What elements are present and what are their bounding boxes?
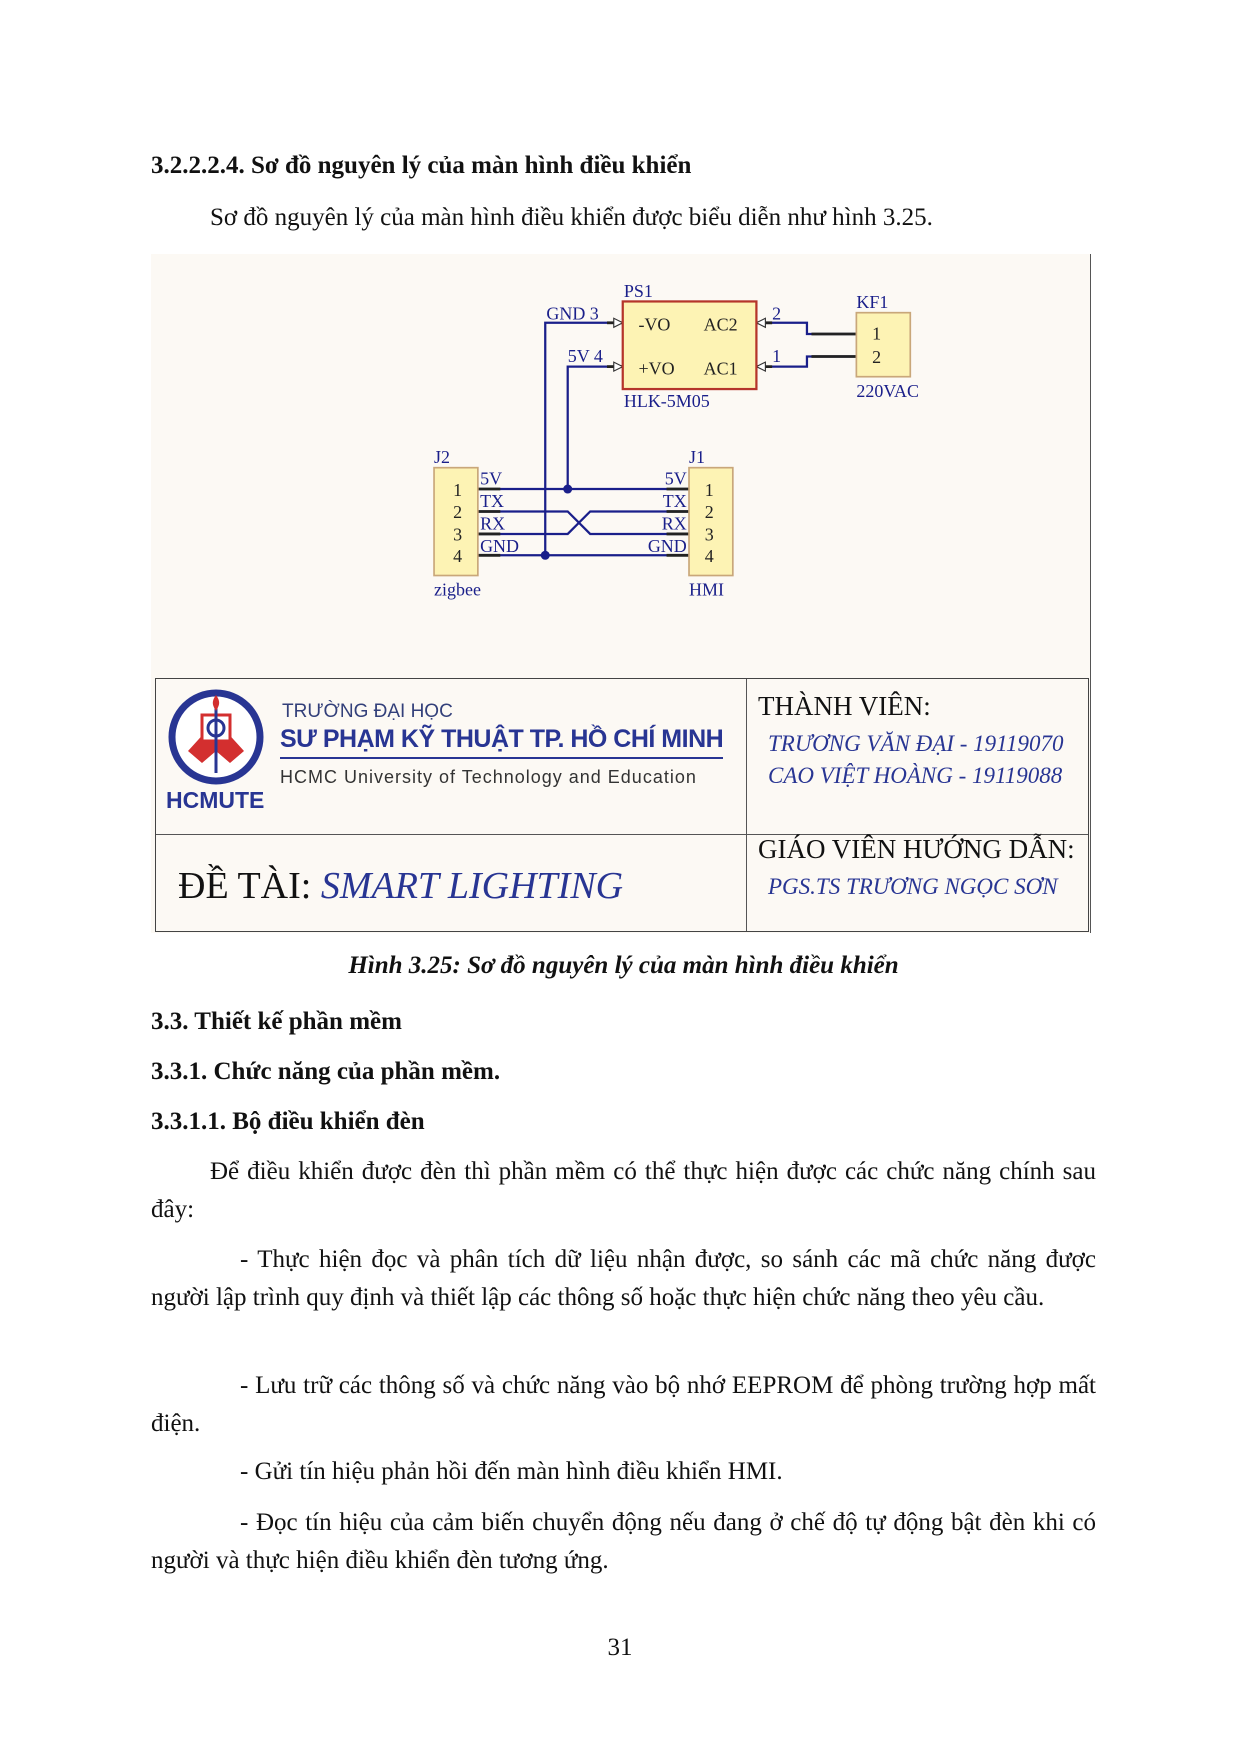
svg-text:TX: TX: [662, 490, 687, 511]
junction-gnd: [541, 551, 550, 560]
logo-text: HCMUTE: [166, 787, 265, 813]
wire-5v: [568, 367, 623, 489]
wire-tx-rx: [478, 511, 689, 533]
j2-ref: J2: [434, 447, 451, 468]
svg-text:3: 3: [704, 524, 714, 545]
university-line2: SƯ PHẠM KỸ THUẬT TP. HỒ CHÍ MINH: [280, 725, 723, 759]
wire-rx-tx: [478, 511, 689, 533]
ps1-ref: PS1: [623, 280, 653, 301]
svg-text:-VO: -VO: [638, 314, 671, 335]
bullet-3: - Gửi tín hiệu phản hồi đến màn hình điều khiển HMI.: [240, 1458, 783, 1485]
schematic-figure: [151, 254, 1091, 933]
pin-ac1-num: 1: [772, 346, 782, 367]
svg-text:AC1: AC1: [703, 358, 738, 379]
title-block: [155, 678, 1089, 932]
svg-text:AC2: AC2: [703, 314, 738, 335]
junction-5v: [563, 485, 572, 494]
members-label: THÀNH VIÊN:: [758, 691, 931, 721]
university-logo-icon: [168, 689, 264, 785]
kf1-component: [856, 313, 910, 377]
advisor-name: PGS.TS TRƯƠNG NGỌC SƠN: [768, 874, 1058, 899]
svg-text:+VO: +VO: [638, 358, 675, 379]
heading-3-3: 3.3. Thiết kế phần mềm: [151, 1008, 402, 1035]
topic-label: ĐỀ TÀI:: [178, 865, 312, 907]
wire-ac2: [756, 323, 856, 334]
svg-text:1: 1: [704, 479, 714, 500]
paragraph-intro: Để điều khiển được đèn thì phần mềm có thể thực hiện được các chức năng chính sau đây:: [151, 1158, 1096, 1223]
bullet-1: - Thực hiện đọc và phân tích dữ liệu nhận được, so sánh các mã chức năng được người lập trình quy định và thiết lập các thông số hoặc thực hiện chức năng theo yêu cầu.: [151, 1246, 1096, 1311]
svg-text:GND: GND: [480, 535, 520, 556]
advisor-label: GIÁO VIÊN HƯỚNG DẪN:: [758, 834, 1075, 864]
intro-paragraph: Sơ đồ nguyên lý của màn hình điều khiển được biểu diễn như hình 3.25.: [210, 204, 933, 231]
svg-text:1: 1: [872, 323, 882, 344]
topic-title: SMART LIGHTING: [320, 865, 624, 907]
figure-caption: Hình 3.25: Sơ đồ nguyên lý của màn hình điều khiển: [348, 952, 899, 979]
j2-value: zigbee: [434, 579, 481, 600]
svg-text:2: 2: [704, 502, 714, 523]
page-number: 31: [607, 1634, 633, 1661]
net-5v-label: 5V 4: [567, 346, 603, 367]
member-2: CAO VIỆT HOÀNG - 19119088: [768, 763, 1063, 788]
j1-value: HMI: [689, 579, 724, 600]
bullet-2: - Lưu trữ các thông số và chức năng vào bộ nhớ EEPROM để phòng trường hợp mất điện.: [151, 1372, 1096, 1437]
bullet-4: - Đọc tín hiệu của cảm biến chuyển động nếu đang ở chế độ tự động bật đèn khi có người và thực hiện điều khiển đèn tương ứng.: [151, 1509, 1096, 1574]
kf1-ref: KF1: [856, 292, 889, 313]
heading-3-3-1-1: 3.3.1.1. Bộ điều khiển đèn: [151, 1108, 425, 1135]
university-line3: HCMC University of Technology and Education: [280, 767, 697, 787]
svg-text:GND: GND: [647, 535, 687, 556]
svg-text:4: 4: [453, 546, 463, 567]
member-1: TRƯƠNG VĂN ĐẠI - 19119070: [768, 731, 1064, 756]
svg-text:4: 4: [704, 546, 714, 567]
section-heading: 3.2.2.2.4. Sơ đồ nguyên lý của màn hình điều khiển: [151, 152, 692, 179]
svg-text:5V: 5V: [664, 468, 687, 489]
ps1-part: HLK-5M05: [623, 391, 710, 412]
j1-ref: J1: [689, 447, 705, 468]
svg-text:1: 1: [453, 479, 463, 500]
svg-text:2: 2: [872, 347, 882, 368]
svg-text:5V: 5V: [480, 468, 503, 489]
svg-text:TX: TX: [480, 490, 505, 511]
svg-text:3: 3: [453, 524, 463, 545]
schematic-diagram: [151, 254, 1090, 678]
kf1-value: 220VAC: [856, 380, 919, 401]
svg-text:2: 2: [453, 502, 463, 523]
svg-text:RX: RX: [661, 513, 687, 534]
heading-3-3-1: 3.3.1. Chức năng của phần mềm.: [151, 1058, 501, 1085]
net-gnd-label: GND 3: [546, 303, 599, 324]
university-line1: TRƯỜNG ĐẠI HỌC: [282, 701, 453, 722]
pin-ac2-num: 2: [772, 303, 782, 324]
svg-text:RX: RX: [480, 513, 506, 534]
